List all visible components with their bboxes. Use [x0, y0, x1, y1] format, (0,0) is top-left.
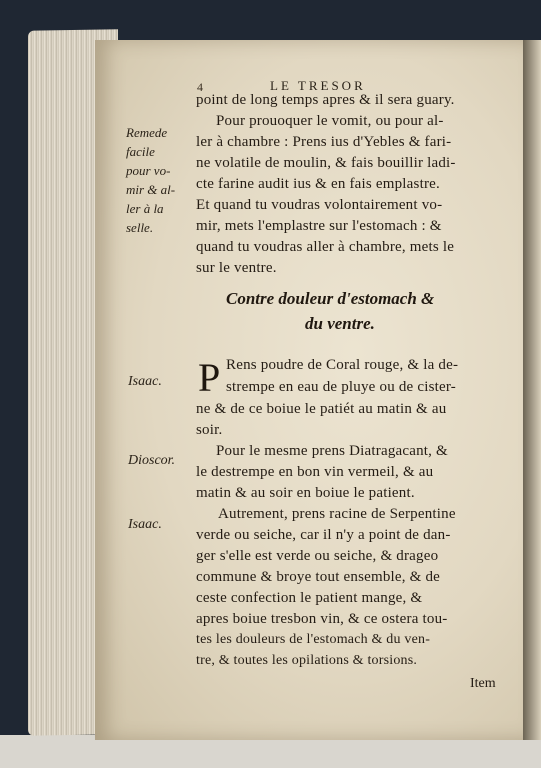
text-line: verde ou seiche, car il n'y a point de dan- — [196, 527, 451, 543]
text-line: ne & de ce boiue le patiét au matin & au — [196, 401, 447, 417]
text-line: ceste confection le patient mange, & — [196, 590, 423, 606]
margin-line: mir & al- — [126, 182, 176, 197]
text-line: ne volatile de moulin, & fais bouillir ladi- — [196, 155, 456, 171]
text-line: mir, mets l'emplastre sur l'estomach : & — [196, 218, 442, 234]
section-heading-line-1: Contre douleur d'estomach & — [226, 289, 435, 308]
text-line: Rens poudre de Coral rouge, & la de- — [226, 357, 459, 373]
text-line: Pour le mesme prens Diatragacant, & — [216, 443, 448, 459]
margin-line: facile — [126, 144, 155, 159]
text-line: Pour prouoquer le vomit, ou pour al- — [216, 113, 444, 129]
text-line: soir. — [196, 422, 223, 438]
text-line: ler à chambre : Prens ius d'Yebles & fari- — [196, 134, 452, 150]
margin-line: ler à la — [126, 201, 164, 216]
text-line: matin & au soir en boiue le patient. — [196, 485, 415, 501]
text-line: sur le ventre. — [196, 260, 277, 276]
text-line: cte farine audit ius & en fais emplastre. — [196, 176, 440, 192]
section-heading-line-2: du ventre. — [305, 314, 375, 333]
text-line: tre, & toutes les opilations & torsions. — [196, 653, 418, 668]
margin-note-dioscor: Dioscor. — [128, 453, 176, 468]
facing-page-edge — [523, 40, 541, 740]
text-line: apres boiue tresbon vin, & ce ostera tou- — [196, 611, 448, 627]
margin-note-isaac: Isaac. — [128, 374, 162, 389]
text-line: commune & broye tout ensemble, & de — [196, 569, 441, 585]
text-line: Autrement, prens racine de Serpentine — [218, 506, 456, 522]
text-line: quand tu voudras aller à chambre, mets le — [196, 239, 455, 255]
page-number: 4 — [197, 80, 203, 94]
text-line: le destrempe en bon vin vermeil, & au — [196, 464, 434, 480]
drop-cap: P — [198, 355, 221, 400]
text-line: point de long temps apres & il sera guary. — [196, 92, 455, 108]
margin-line: selle. — [126, 220, 154, 235]
text-line: Et quand tu voudras volontairement vo- — [196, 197, 443, 213]
margin-note-isaac: Isaac. — [128, 517, 162, 532]
margin-line: Remede — [126, 125, 168, 140]
running-title: LE TRESOR — [270, 78, 366, 93]
text-line: strempe en eau de pluye ou de cister- — [226, 379, 456, 395]
margin-line: pour vo- — [126, 163, 171, 178]
text-line: ger s'elle est verde ou seiche, & drageo — [196, 548, 439, 564]
catchword: Item — [470, 676, 496, 691]
text-line: tes les douleurs de l'estomach & du ven- — [196, 632, 431, 647]
